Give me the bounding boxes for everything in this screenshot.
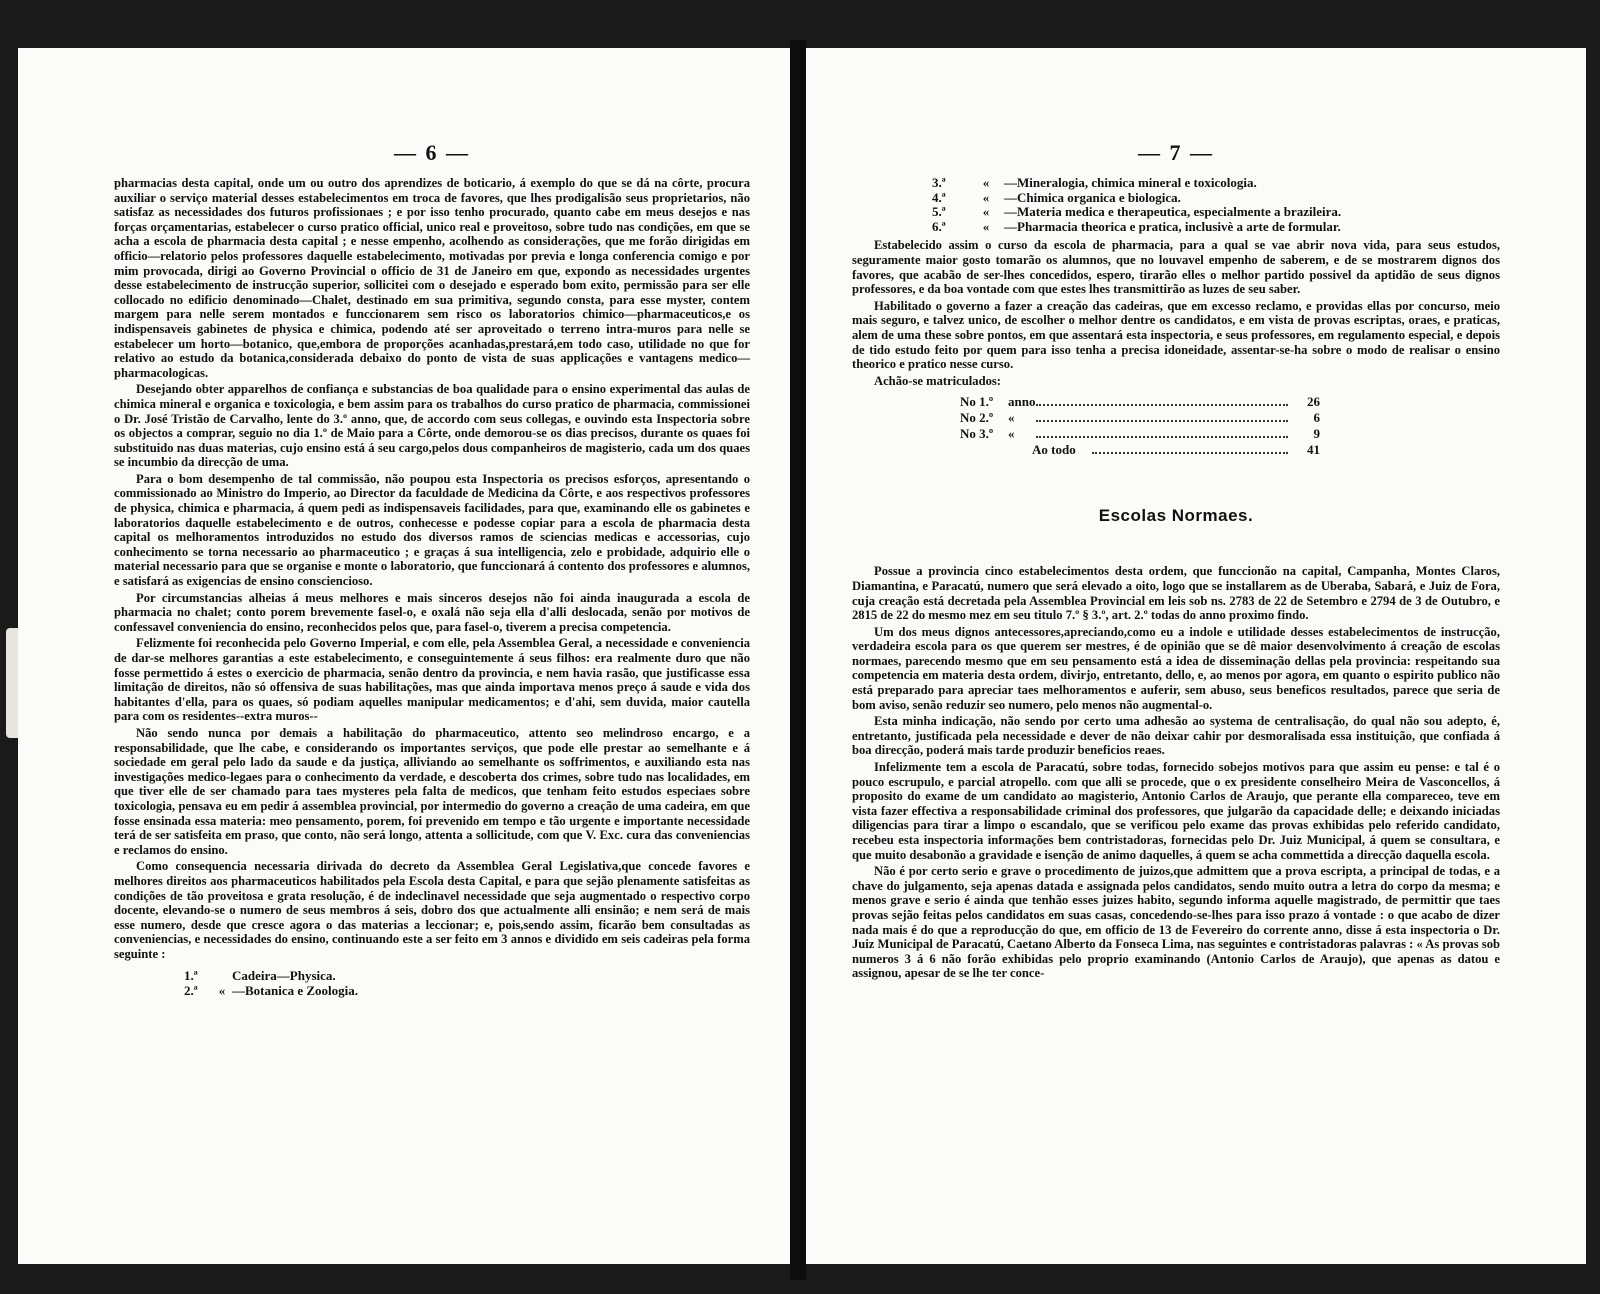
chair-list [932, 176, 1500, 234]
paragraph: Habilitado o governo a fazer a creação das cadeiras, que em excesso reclamo, e providas ellas por concurso, meio mais seguro, e talvez unico, de escolher o melhor dentre os candidatos, e em vista de provas escriptas, oraes, e praticas, alem de uma these sobre pontos, em que assentará esta inspectoria, e seus professores, em regulamento especial, e depois de tido estudo feito por quem para isso tenha a precisa idoneidade, assentar-se-ha sobre o modo de realisar o ensino theorico e pratico nesse curso. [852, 298, 1500, 372]
ditto-mark: « [982, 204, 990, 220]
chair-label: Cadeira—Physica. [232, 968, 336, 984]
ditto-mark: « [982, 189, 990, 205]
list-item [184, 969, 750, 984]
enrolment-count: 9 [1313, 426, 1320, 442]
enrolment-table [960, 394, 1320, 458]
chair-label: —Pharmacia theorica e pratica, inclusivè a arte de formular. [1004, 218, 1341, 234]
page-number: — 6 — [394, 140, 470, 165]
ditto-mark: « [982, 218, 990, 234]
year-mark: anno [1008, 394, 1036, 410]
right-page-body-top [852, 238, 1500, 388]
paragraph: Achão-se matriculados: [874, 373, 1001, 388]
paragraph: pharmacias desta capital, onde um ou outro dos aprendizes de boticario, á exemplo do que se dá na côrte, procura auxiliar o serviço material desses estabelecimentos em troca de favores, que lhes prodigalisão seus proprietarios, não satisfaz as necessidades dos futuros profissionaes ; e por isso tenho procurado, quanto cabe em meus desejos e nas forças orçamentarias, estabelecer o curso pratico official, unico real e proveitoso, sobre tudo nas condições, em que se acha a escola de pharmacia desta capital ; e nesse empenho, acolhendo as considerações, que me forão dirigidas em officio—relatorio pelos professores daquelle estabelecimento, motivadas por previa e longa conferencia comigo e por mim provocada, dirigi ao Governo Provincial o officio de 31 de Janeiro em que, expondo as necessidades urgentes desse estabelecimento de instrucção superior, sollicitei com o desejado e esperado bom exito, permissão para ser elle collocado no edificio denominado—Chalet, destinado em sua primitiva, segundo consta, para esse myster, contem margem para nelle serem montados e funccionarem sem risco os laboratorios chimico—pharmaceuticos,e os indispensaveis gabinetes de physica e chimica, podendo até ser aproveitado o terreno intra-muros para nelle se estabelecer um horto—botanico, que,embora de proporções acanhadas,prestará,em todo caso, utilidade no que for relativo ao estudo da botanica,considerada debaixo do ponto de vista de suas applicações e vantagens medico—pharmacologicas. [114, 176, 750, 380]
paragraph: Não é por certo serio e grave o procedimento de juizos,que admittem que a prova escripta, a principal de todas, e a chave do julgamento, seja apenas datada e assignada pelos candidatos, sendo muito outra a letra do corpo da mesma; e menos grave e serio é ainda que tenhão esses juizes habito, segundo informa aquelle magistrado, de permittir que taes provas sejão feitas pelos candidatos em suas casas, concedendo-se-lhes para isso prazo á vontade : o que acabo de dizer nada mais é do que a reproducção do que, em officio de 13 de Fevereiro do corrente anno, disse á esta inspectoria o Dr. Juiz Municipal de Paracatú, Caetano Alberto da Fonseca Lima, nas seguintes e contristadoras palavras : « As provas sob numeros 3 á 6 não forão exhibidas pelo proprio examinando (Antonio Carlos de Araujo), que apenas as datou e assignou, apesar de se lhe ter conce- [852, 864, 1500, 981]
paragraph: Infelizmente tem a escola de Paracatú, sobre todas, fornecido sobejos motivos para que assim eu pense: e tal é o pouco escrupulo, e parcial atropello. com que alli se procede, que o ex presidente conselheiro Meira de Vasconcellos, á proposito do exame de um candidato ao magisterio, Antonio Carlos de Araujo, que perante ella compareceo, teve em vista fazer effectiva a responsabilidade criminal dos professores, que julgarão da capacidade delle; e deixando iniciadas diligencias para tirar a limpo o escandalo, que se verificou pelo exame das provas exhibidas pelo referido candidato, recebeu esta inspectoria informações bem contristadoras, fornecidas pelo Dr. Juiz Municipal, á quem se consultara, e que muito desabonão a gravidade e isenção de animo daquelles, á quem se acha commettida a direcção daquella escola. [852, 760, 1500, 862]
right-page [806, 48, 1586, 1264]
total-row [960, 442, 1320, 458]
chair-number: 5.ª [932, 204, 946, 220]
page-number: — 7 — [1138, 140, 1214, 165]
year-label: No 2.º [960, 410, 994, 426]
total-count: 41 [1307, 442, 1320, 458]
paragraph: Estabelecido assim o curso da escola de pharmacia, para a qual se vae abrir nova vida, para seus estudos, seguramente maior gosto tomarão os alumnos, que no louvavel empenho de saberem, e de se mostrarem dignos dos favores, que acabão de ser-lhes concedidos, espero, tirarão elles o melhor partido possivel da aptidão de seus dignos professores, e da boa vontade com que estes lhes transmittirão as luzes de seu saber. [852, 238, 1500, 297]
chair-label: —Mineralogia, chimica mineral e toxicologia. [1004, 175, 1257, 190]
year-label: No 3.º [960, 426, 994, 442]
paragraph: Por circumstancias alheias á meus melhores e mais sinceros desejos não foi ainda inaugurada a escola de pharmacia no chalet; conto porem brevemente fasel-o, e oxalá não seja ella d'alli deslocada, senão por motivos de confessavel conveniencia do ensino, reconhecidos pelos que, para fasel-o, tiverem a precisa competencia. [114, 590, 750, 634]
chair-label: —Materia medica e therapeutica, especialmente a brazileira. [1004, 204, 1342, 220]
paragraph: Um dos meus dignos antecessores,apreciando,como eu a indole e utilidade desses estabelecimentos de instrucção, verdadeira escola para os que querem ser mestres, é de opinião que se dê maior desenvolvimento á creação de escolas normaes, parecendo mesmo que em seu pensamento está a idea de disseminação dellas pela provincia: respeitando sua competencia em materia desta ordem, divirjo, entretanto, dello, e, ao menos por agora, em quanto o espirito publico não está preparado para apreciar taes melhoramentos e auferir, sem abuso, seus beneficos resultados, parece que seria de bom aviso, senão reduzir seo numero, pelo menos não augmental-o. [852, 624, 1500, 712]
list-item [184, 984, 750, 999]
year-mark: « [1008, 410, 1015, 426]
list-item [932, 205, 1500, 220]
dot-leader [1092, 452, 1288, 454]
list-item [932, 220, 1500, 235]
table-row [960, 394, 1320, 410]
paragraph: Como consequencia necessaria dirivada do decreto da Assemblea Geral Legislativa,que concede favores e melhores direitos aos pharmaceuticos habilitados pela Escola desta Capital, e para que sejão plenamente satisfeitas as condições de tão proveitosa e grata resolução, é de indeclinavel necessidade que seja augmentado o respectivo corpo docente, elevando-se o numero de seus membros á seis, dobro dos que actualmente alli ensinão; e nem será de mais esse numero, desde que cresce agora o das materias a leccionar; e, pois,sendo assim, ficarão bem consultadas as conveniencias, e necessidades do ensino, continuando este a ser feito em 3 annos e dividido em seis cadeiras pela forma seguinte : [114, 859, 750, 961]
enrolment-count: 6 [1313, 410, 1320, 426]
paragraph: Esta minha indicação, não sendo por certo uma adhesão ao systema de centralisação, do qual não sou adepto, é, entretanto, justificada pela necessidade e dever de não deixar cahir por desmoralisada essa instituição, que confiada á boa direcção, poderá mais tarde produzir beneficios reaes. [852, 714, 1500, 758]
ditto-mark: « [218, 983, 226, 999]
paragraph: Não sendo nunca por demais a habilitação do pharmaceutico, attento seo melindroso encargo, e a responsabilidade, que lhe cabe, e considerando os importantes serviços, que pode elle prestar ao semelhante e á sociedade em geral pelo lado da saude e da justiça, alliviando ao semelhante os soffrimentos, e auxiliando esta nas investigações medico-legaes para o conhecimento da verdade, e descoberta dos crimes, sobre tudo nas localidades, em que tiver elle de ser chamado para taes mysteres pela falta de medicos, que tenham feito estudos especiaes sobre toxicologia, pensava eu em pedir á assemblea provincial, por intermedio do governo a creação de uma cadeira, em que fosse ensinada essa materia: meo pensamento, porem, foi prevenido em tempo e tão urgente e importante necessidade terá de ser satisfeita em praso, que conto, não será longo, attenta a sollicitude, com que V. Exc. cura das conveniencias e reclamos do ensino. [114, 725, 750, 857]
table-row [960, 410, 1320, 426]
book-gutter [790, 40, 806, 1280]
paragraph: Possue a provincia cinco estabelecimentos desta ordem, que funccionão na capital, Campanha, Montes Claros, Diamantina, e Paracatú, numero que será elevado a oito, logo que se installarem as de Uberaba, Sabará, e Juiz de Fora, cuja creação está decretada pela Assemblea Provincial em leis sob ns. 2783 de 22 de Setembro e 2794 de 3 de Outubro, e 2815 de 22 do mesmo mez em seu titulo 7.º § 3.º, art. 2.º todas do anno proximo findo. [852, 564, 1500, 623]
dot-leader [1036, 436, 1288, 438]
chair-label: —Chimica organica e biologica. [1004, 189, 1181, 205]
ditto-mark [212, 969, 232, 984]
chair-number: 3.ª [932, 175, 946, 190]
chair-number: 6.ª [932, 218, 946, 234]
paragraph: Felizmente foi reconhecida pelo Governo Imperial, e com elle, pela Assemblea Geral, a necessidade e conveniencia de dar-se melhores garantias a este estabelecimento, e conseguintemente á seus filhos: era realmente duro que não fosse permettido á estes o exercicio de pharmacia, senão dentro da provincia, e nem havia rasão, que justificasse essa limitação de direitos, não só offensiva de suas habilitações, mas que ainda importava menos preço á saude e vida dos habitantes d'ella, para os quaes, só podiam aquelles manipular medicamentos; e d'ahi, sem duvida, maior cautella para com os residentes--extra muros-- [114, 636, 750, 724]
left-page [18, 48, 790, 1264]
paragraph: Desejando obter apparelhos de confiança e substancias de boa qualidade para o ensino experimental das aulas de chimica mineral e organica e toxicologia, e bem assim para os trabalhos do curso pratico de pharmacia, commissionei o Dr. José Tristão de Carvalho, lente do 3.º anno, que, de accordo com seus collegas, e ouvindo esta Inspectoria sobre os objectos a comprar, seguio no dia 1.º de Maio para a Côrte, onde demorou-se os dias precisos, durante os quaes foi substituido nas duas materias, cujo ensino está á seu cargo,pelos dous companheiros de magisterio, cada um dos quaes se incumbio da direcção de uma. [114, 382, 750, 470]
total-label: Ao todo [1032, 442, 1076, 458]
chair-label: —Botanica e Zoologia. [232, 983, 359, 999]
chair-number: 1.ª [184, 968, 198, 984]
chair-number: 4.ª [932, 189, 946, 205]
paragraph: Para o bom desempenho de tal commissão, não poupou esta Inspectoria os precisos esforços, apresentando o commissionado ao Ministro do Imperio, ao Director da faculdade de Medicina da Côrte, e aos respectivos professores de physica, chimica e pharmacia, á quem pedi as indispensaveis facilidades, para que, examinando elle os gabinetes e laboratorios daquelle estabelecimento e de outros, conhecesse e podesse copiar para a escola de pharmacia desta capital os melhoramentos introduzidos no estudo dos diversos ramos de sciencias medicas e accessorias, cujo conhecimento se torna necessario ao pharmaceutico ; e graças á sua intelligencia, zelo e probidade, adquirio elle o material necessario para que se organise e monte o laboratorio, que funccionará á contento dos professores e alumnos, e satisfará as exigencias de ensino consciencioso. [114, 471, 750, 589]
section-title: Escolas Normaes. [1098, 506, 1254, 526]
left-page-body [114, 176, 750, 961]
ditto-mark: « [982, 175, 990, 190]
dot-leader [1036, 420, 1288, 422]
year-mark: « [1008, 426, 1015, 442]
right-page-body-bottom [852, 564, 1500, 981]
enrolment-count: 26 [1307, 394, 1320, 410]
table-row [960, 426, 1320, 442]
list-item [932, 191, 1500, 206]
list-item [932, 176, 1500, 191]
year-label: No 1.º [960, 394, 994, 410]
chair-number: 2.ª [184, 983, 198, 999]
chair-list [184, 969, 750, 998]
dot-leader [1036, 404, 1288, 406]
